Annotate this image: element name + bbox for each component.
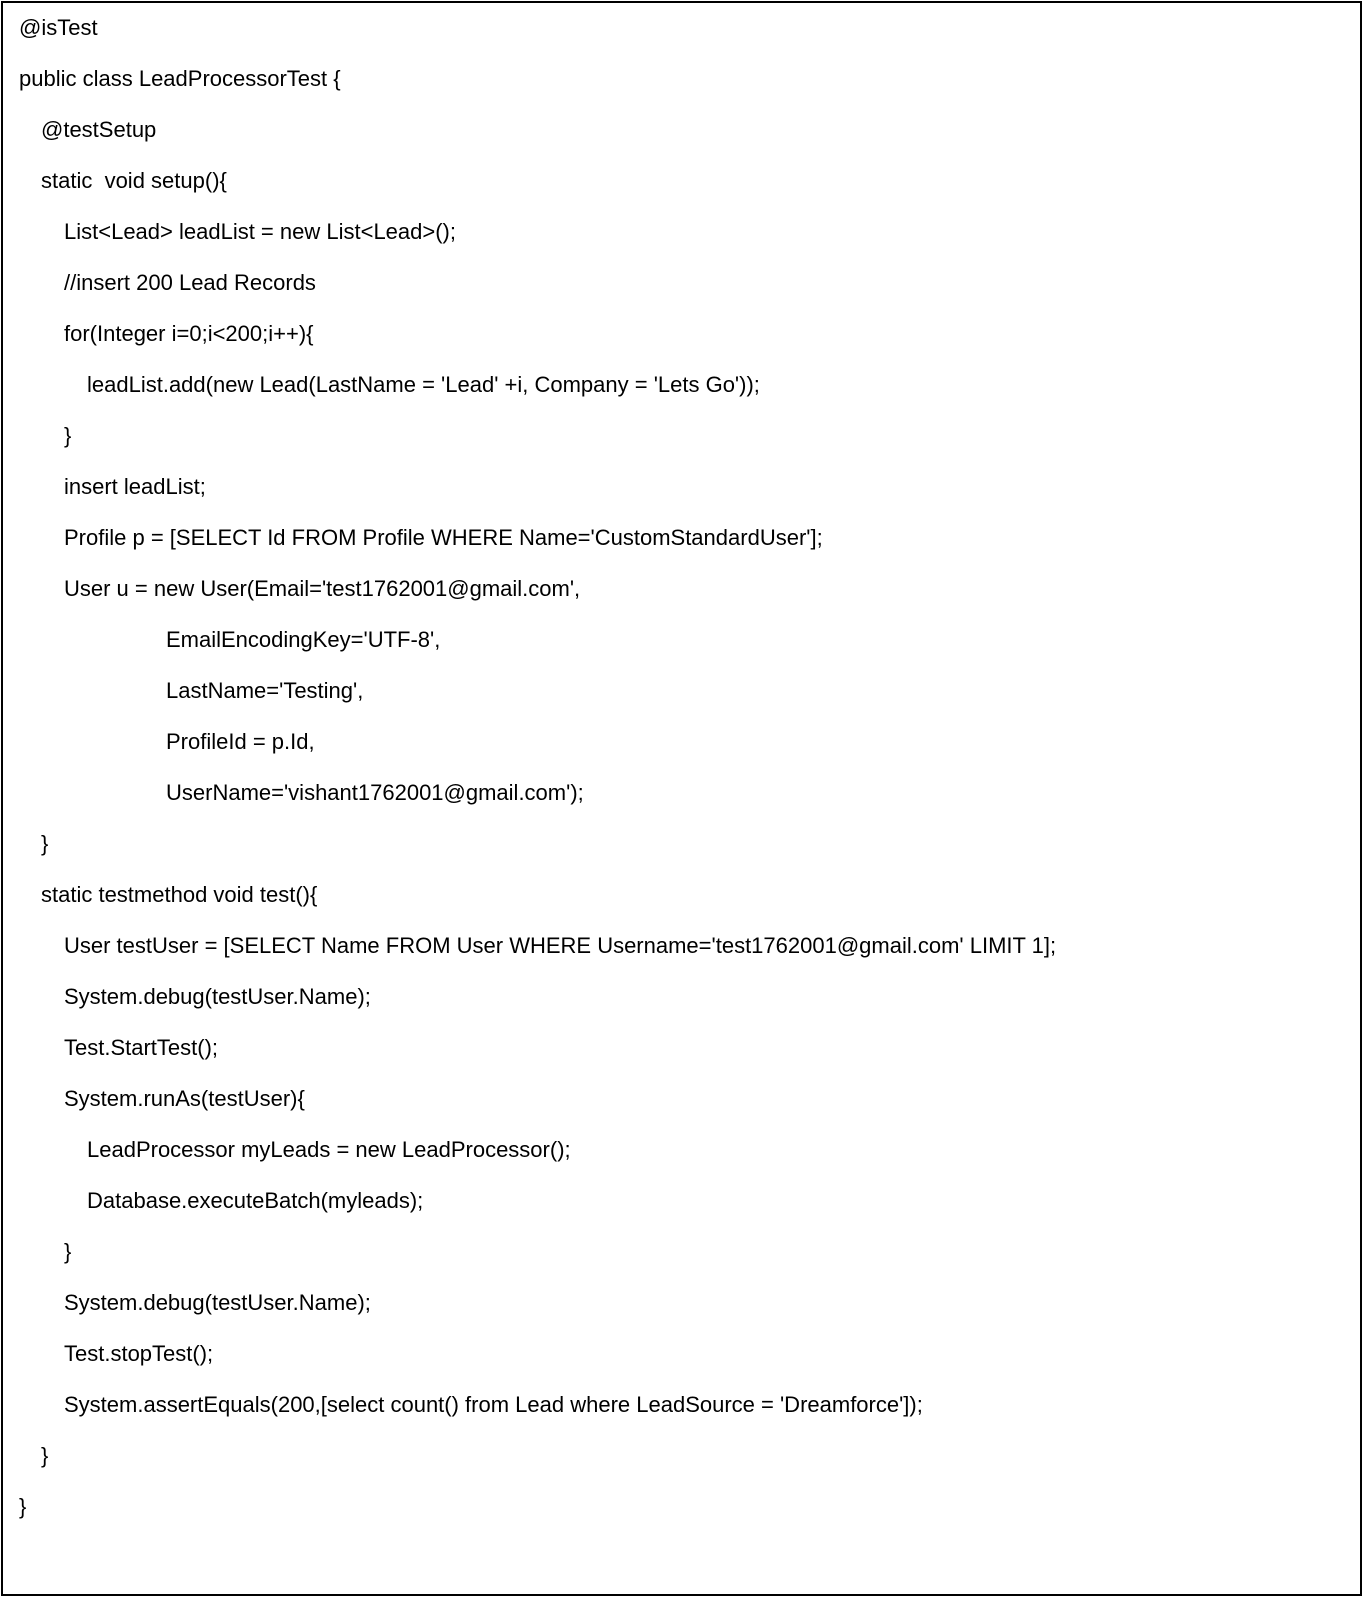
code-line: System.debug(testUser.Name); xyxy=(64,984,371,1009)
code-line: Profile p = [SELECT Id FROM Profile WHERE Name='CustomStandardUser']; xyxy=(64,525,823,550)
code-line: leadList.add(new Lead(LastName = 'Lead' +i, Company = 'Lets Go')); xyxy=(87,372,760,397)
code-line: } xyxy=(64,1239,72,1264)
code-line: Test.stopTest(); xyxy=(64,1341,214,1366)
code-line: User u = new User(Email='test1762001@gmail.com', xyxy=(64,576,581,601)
code-block xyxy=(3,3,1360,1594)
code-line: LeadProcessor myLeads = new LeadProcessor(); xyxy=(87,1137,571,1162)
code-line: static void setup(){ xyxy=(41,168,227,193)
code-line: //insert 200 Lead Records xyxy=(64,270,316,295)
code-line: static testmethod void test(){ xyxy=(41,882,318,907)
code-line: System.assertEquals(200,[select count() from Lead where LeadSource = 'Dreamforce']); xyxy=(64,1392,923,1417)
code-line: } xyxy=(64,423,72,448)
document-frame xyxy=(1,1,1362,1596)
code-line: Test.StartTest(); xyxy=(64,1035,219,1060)
code-line: } xyxy=(19,1494,27,1519)
code-line: @isTest xyxy=(19,15,98,40)
code-line: System.debug(testUser.Name); xyxy=(64,1290,371,1315)
code-line: Database.executeBatch(myleads); xyxy=(87,1188,424,1213)
code-line: EmailEncodingKey='UTF-8', xyxy=(166,627,441,652)
code-line: @testSetup xyxy=(41,117,157,142)
code-line: User testUser = [SELECT Name FROM User WHERE Username='test1762001@gmail.com' LIMIT 1]; xyxy=(64,933,1057,958)
code-line: public class LeadProcessorTest { xyxy=(19,66,341,91)
code-line: } xyxy=(41,1443,49,1468)
code-line: for(Integer i=0;i<200;i++){ xyxy=(64,321,314,346)
code-line: } xyxy=(41,831,49,856)
code-line: UserName='vishant1762001@gmail.com'); xyxy=(166,780,584,805)
code-line: ProfileId = p.Id, xyxy=(166,729,315,754)
code-line: System.runAs(testUser){ xyxy=(64,1086,305,1111)
code-line: LastName='Testing', xyxy=(166,678,364,703)
code-line: insert leadList; xyxy=(64,474,206,499)
code-line: List<Lead> leadList = new List<Lead>(); xyxy=(64,219,456,244)
